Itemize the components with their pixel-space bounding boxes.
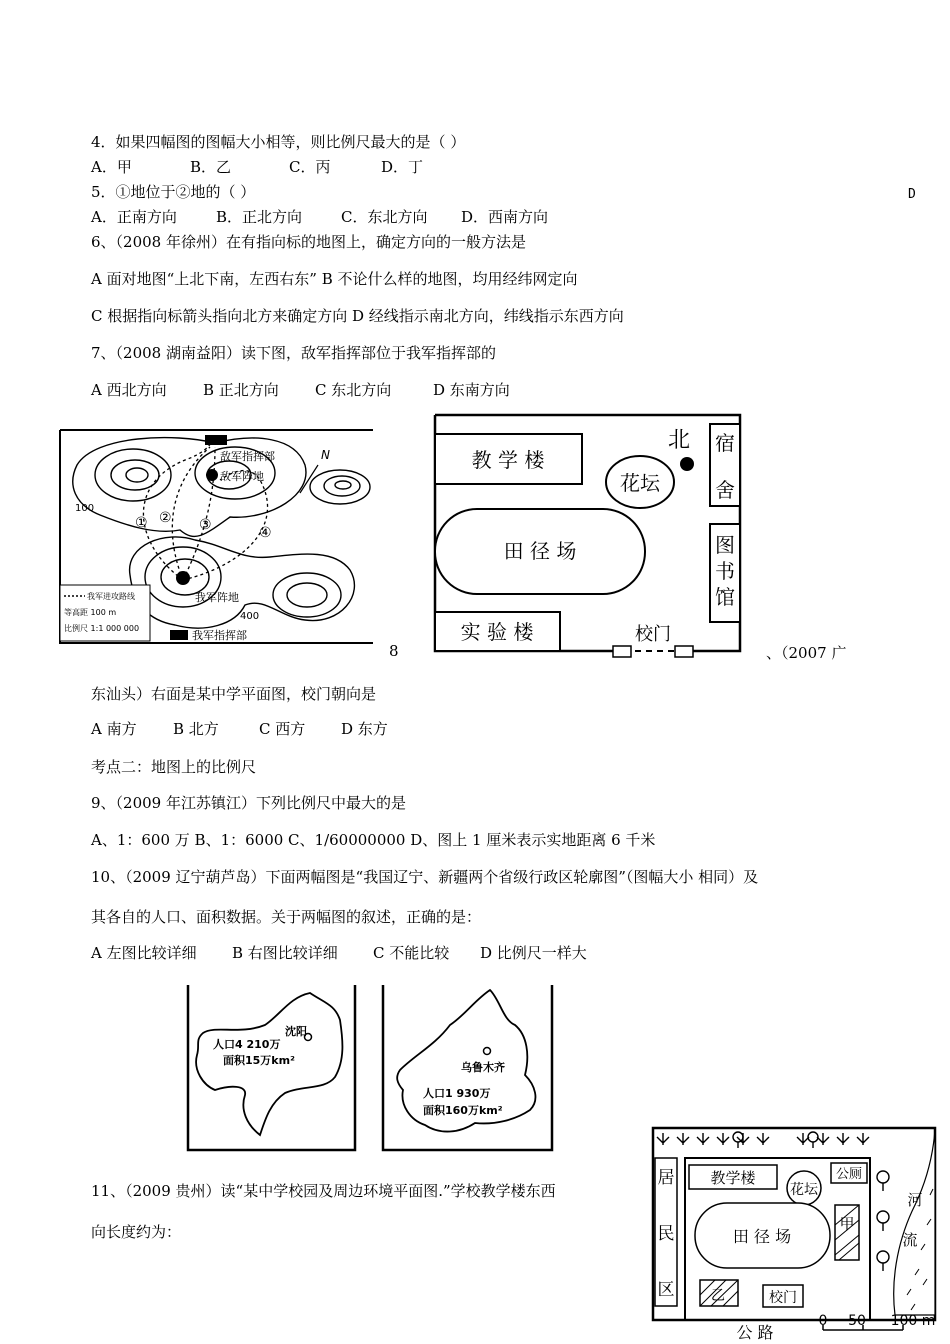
track-field-label: 田 径 场 (732, 1227, 792, 1246)
question-4: 4．如果四幅图的图幅大小相等，则比例尺最大的是（ ） (91, 133, 466, 151)
question-10-options (91, 942, 587, 963)
scale-label: 100 m (890, 1313, 936, 1329)
our-position-label: 我军阵地 (195, 591, 239, 604)
route-2-label: ② (159, 510, 172, 526)
library-label: 馆 (715, 585, 735, 609)
option: D 东南方向 (433, 381, 510, 399)
option: A．甲 (91, 158, 132, 176)
question-11-text: 向长度约为： (91, 1223, 182, 1241)
river-label: 河 (907, 1191, 923, 1209)
contour-100-label: 100 (75, 503, 95, 514)
dormitory-label: 宿 (715, 431, 735, 455)
xinjiang-area: 面积160万km² (423, 1104, 503, 1117)
legend-scale: 比例尺 1:1 000 000 (64, 624, 140, 633)
track-field-label: 田 径 场 (503, 539, 577, 563)
option: A 西北方向 (91, 381, 167, 399)
gate-post (675, 646, 693, 657)
route-4-label: ④ (259, 525, 272, 541)
option: D．丁 (381, 158, 424, 176)
xinjiang-population: 人口1 930万 (423, 1087, 491, 1100)
north-label: N (321, 448, 330, 462)
option: C．东北方向 (341, 208, 428, 226)
option: C 东北方向 (315, 381, 392, 399)
option: B 北方 (173, 720, 219, 738)
question-8-text: 东汕头）右面是某中学平面图，校门朝向是 (91, 685, 377, 703)
question-8-number: 8 (389, 642, 399, 660)
teaching-building-label: 教 学 楼 (471, 448, 545, 472)
option: C．丙 (289, 158, 331, 176)
contour-battle-map (55, 425, 377, 647)
scale-label: 0 (818, 1313, 828, 1329)
lab-building-label: 实 验 楼 (460, 620, 534, 644)
option: A 左图比较详细 (91, 944, 197, 962)
option: A 南方 (91, 720, 137, 738)
question-9: 9、（2009 年江苏镇江）下列比例尺中最大的是 (91, 794, 406, 812)
toilet-label: 公厕 (835, 1167, 863, 1182)
option: B．乙 (190, 158, 232, 176)
option: D 东方 (341, 720, 388, 738)
liaoning-population: 人口4 210万 (213, 1038, 281, 1051)
topic-heading: 考点二：地图上的比例尺 (91, 758, 257, 776)
liaoning-area: 面积15万km² (223, 1054, 295, 1067)
liaoning-city: 沈阳 (285, 1025, 307, 1038)
campus-surroundings-map (645, 1125, 943, 1342)
dormitory-label: 舍 (715, 478, 735, 502)
question-5: 5．①地位于②地的（ ） (91, 183, 256, 201)
question-11: 11、（2009 贵州）读“某中学校园及周边环境平面图.”学校教学楼东西 (91, 1182, 556, 1200)
gate-label: 校门 (635, 624, 671, 645)
north-arrow-icon (680, 457, 694, 471)
gate-post (613, 646, 631, 657)
enemy-position-label: 敌军阵地 (220, 470, 264, 483)
option: D．西南方向 (461, 208, 549, 226)
question-6: 6、（2008 年徐州）在有指向标的地图上，确定方向的一般方法是 (91, 233, 526, 251)
question-6-options-cd: C 根据指向标箭头指向北方来确定方向 D 经线指示南北方向，纬线指示东西方向 (91, 307, 624, 325)
option: D 比例尺一样大 (480, 944, 587, 962)
province-outline-maps (185, 985, 555, 1153)
question-10: 10、（2009 辽宁葫芦岛）下面两幅图是“我国辽宁、新疆两个省级行政区轮廓图”（图幅大小 相同）及 (91, 868, 759, 886)
north-label: 北 (667, 428, 691, 453)
option: B 正北方向 (203, 381, 279, 399)
city-marker-icon (484, 1048, 491, 1055)
flower-bed-label: 花坛 (790, 1182, 818, 1198)
road-label: 公 路 (736, 1323, 774, 1342)
building-yi-label: 乙 (711, 1288, 725, 1304)
building-jia-label: 甲 (839, 1215, 855, 1233)
legend-interval: 等高距 100 m (64, 608, 117, 617)
contour-400-label: 400 (240, 611, 260, 622)
option: B 右图比较详细 (232, 944, 338, 962)
question-9-options: A、1：600 万 B、1：6000 C、1/60000000 D、图上 1 厘米表示实地距离 6 千米 (91, 831, 656, 849)
residential-label: 居 (657, 1168, 675, 1188)
question-8-head: 、（2007 广 (766, 644, 847, 662)
gate-label: 校门 (769, 1290, 797, 1306)
flower-bed-label: 花坛 (620, 471, 660, 495)
enemy-hq-label: 敌军指挥部 (220, 450, 275, 463)
route-3-label: ③ (199, 517, 212, 533)
our-hq-label: 我军指挥部 (192, 629, 247, 642)
north-arrow-icon (300, 465, 318, 493)
route-1-label: ① (135, 515, 148, 531)
scale-label: 50 (848, 1313, 866, 1329)
option: B．正北方向 (216, 208, 303, 226)
river-label: 流 (902, 1231, 918, 1249)
question-7-options (91, 379, 510, 400)
teaching-building-label: 教学楼 (710, 1169, 756, 1187)
school-plan-map (425, 412, 745, 662)
library-label: 书 (715, 559, 735, 583)
question-5-options (91, 206, 548, 227)
question-6-options-ab: A 面对地图“上北下南，左西右东” B 不论什么样的地图，均用经纬网定向 (91, 270, 578, 288)
question-8-options (91, 718, 388, 739)
stray-letter: D (908, 187, 916, 202)
residential-label: 民 (657, 1224, 675, 1244)
library-label: 图 (715, 533, 735, 557)
question-10-text: 其各自的人口、面积数据。关于两幅图的叙述，正确的是： (91, 908, 482, 926)
option: C 不能比较 (373, 944, 450, 962)
option: C 西方 (259, 720, 306, 738)
xinjiang-city: 乌鲁木齐 (461, 1061, 505, 1074)
residential-label: 区 (657, 1280, 675, 1300)
option: A．正南方向 (91, 208, 177, 226)
question-7: 7、（2008 湖南益阳）读下图，敌军指挥部位于我军指挥部的 (91, 344, 496, 362)
legend-route: 我军进攻路线 (87, 592, 135, 601)
question-4-options (91, 156, 423, 177)
